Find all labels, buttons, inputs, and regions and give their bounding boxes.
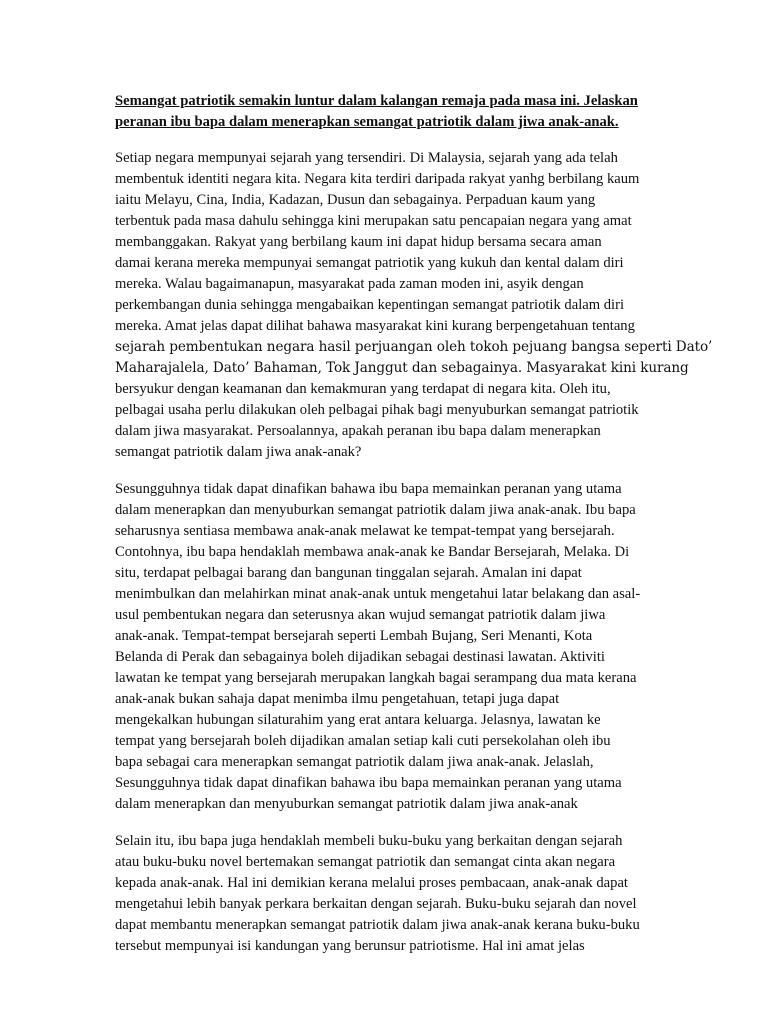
paragraph-introduction xyxy=(115,148,713,463)
text-line: Setiap negara mempunyai sejarah yang tersendiri. Di Malaysia, sejarah yang ada telah xyxy=(115,150,618,166)
text-line: Sesungguhnya tidak dapat dinafikan bahawa ibu bapa memainkan peranan yang utama xyxy=(115,481,622,497)
text-line: anak-anak. Tempat-tempat bersejarah seperti Lembah Bujang, Seri Menanti, Kota xyxy=(115,628,593,644)
text-line: dalam menerapkan dan menyuburkan semangat patriotik dalam jiwa anak-anak. Ibu bapa xyxy=(115,502,636,518)
text-line: Sesungguhnya tidak dapat dinafikan bahawa ibu bapa memainkan peranan yang utama xyxy=(115,775,622,791)
text-line: bersyukur dengan keamanan dan kemakmuran yang terdapat di negara kita. Oleh itu, xyxy=(115,381,611,397)
text-line: Belanda di Perak dan sebagainya boleh dijadikan sebagai destinasi lawatan. Aktiviti xyxy=(115,649,605,665)
title-line: Semangat patriotik semakin luntur dalam kalangan remaja pada masa ini. Jelaskan xyxy=(115,93,638,109)
text-line: menimbulkan dan melahirkan minat anak-anak untuk mengetahui latar belakang dan asal- xyxy=(115,586,641,602)
title-line: peranan ibu bapa dalam menerapkan semangat patriotik dalam jiwa anak-anak. xyxy=(115,114,619,130)
text-line: dalam menerapkan dan menyuburkan semangat patriotik dalam jiwa anak-anak xyxy=(115,796,578,812)
text-line: dapat membantu menerapkan semangat patriotik dalam jiwa anak-anak kerana buku-buku xyxy=(115,917,640,933)
text-line: membentuk identiti negara kita. Negara kita terdiri daripada rakyat yanhg berbilang kaum xyxy=(115,171,640,187)
text-line: semangat patriotik dalam jiwa anak-anak? xyxy=(115,444,362,460)
text-line: sejarah pembentukan negara hasil perjuangan oleh tokoh pejuang bangsa seperti Dato’ xyxy=(115,339,713,355)
text-line: damai kerana mereka mempunyai semangat patriotik yang kukuh dan kental dalam diri xyxy=(115,255,624,271)
text-line: tersebut mempunyai isi kandungan yang berunsur patriotisme. Hal ini amat jelas xyxy=(115,938,585,954)
text-line: seharusnya sentiasa membawa anak-anak melawat ke tempat-tempat yang bersejarah. xyxy=(115,523,615,539)
text-line: mereka. Walau bagaimanapun, masyarakat pada zaman moden ini, asyik dengan xyxy=(115,276,584,292)
text-line: kepada anak-anak. Hal ini demikian kerana melalui proses pembacaan, anak-anak dapat xyxy=(115,875,628,891)
text-line: Maharajalela, Dato’ Bahaman, Tok Janggut dan sebagainya. Masyarakat kini kurang xyxy=(115,360,689,376)
text-line: iaitu Melayu, Cina, India, Kadazan, Dusun dan sebagainya. Perpaduan kaum yang xyxy=(115,192,596,208)
paragraph-point-two xyxy=(115,831,660,957)
text-line: terbentuk pada masa dahulu sehingga kini merupakan satu pencapaian negara yang amat xyxy=(115,213,632,229)
text-line: dalam jiwa masyarakat. Persoalannya, apakah peranan ibu bapa dalam menerapkan xyxy=(115,423,601,439)
text-line: situ, terdapat pelbagai barang dan bangunan tinggalan sejarah. Amalan ini dapat xyxy=(115,565,582,581)
text-line: perkembangan dunia sehingga mengabaikan kepentingan semangat patriotik dalam diri xyxy=(115,297,624,313)
text-line: usul pembentukan negara dan seterusnya akan wujud semangat patriotik dalam jiwa xyxy=(115,607,606,623)
essay-title xyxy=(115,91,660,133)
text-line: bapa sebagai cara menerapkan semangat patriotik dalam jiwa anak-anak. Jelaslah, xyxy=(115,754,594,770)
text-line: mengekalkan hubungan silaturahim yang erat antara keluarga. Jelasnya, lawatan ke xyxy=(115,712,601,728)
text-line: mengetahui lebih banyak perkara berkaitan dengan sejarah. Buku-buku sejarah dan novel xyxy=(115,896,637,912)
text-line: lawatan ke tempat yang bersejarah merupakan langkah bagai serampang dua mata kerana xyxy=(115,670,637,686)
text-line: Selain itu, ibu bapa juga hendaklah membeli buku-buku yang berkaitan dengan sejarah xyxy=(115,833,623,849)
text-line: atau buku-buku novel bertemakan semangat patriotik dan semangat cinta akan negara xyxy=(115,854,616,870)
text-line: Contohnya, ibu bapa hendaklah membawa anak-anak ke Bandar Bersejarah, Melaka. Di xyxy=(115,544,630,560)
text-line: tempat yang bersejarah boleh dijadikan amalan setiap kali cuti persekolahan oleh ibu xyxy=(115,733,611,749)
text-line: anak-anak bukan sahaja dapat menimba ilmu pengetahuan, tetapi juga dapat xyxy=(115,691,560,707)
text-line: mereka. Amat jelas dapat dilihat bahawa masyarakat kini kurang berpengetahuan tentang xyxy=(115,318,635,334)
paragraph-point-one xyxy=(115,479,660,815)
essay-body xyxy=(115,91,713,973)
text-line: pelbagai usaha perlu dilakukan oleh pelbagai pihak bagi menyuburkan semangat patriotik xyxy=(115,402,639,418)
text-line: membanggakan. Rakyat yang berbilang kaum ini dapat hidup bersama secara aman xyxy=(115,234,602,250)
